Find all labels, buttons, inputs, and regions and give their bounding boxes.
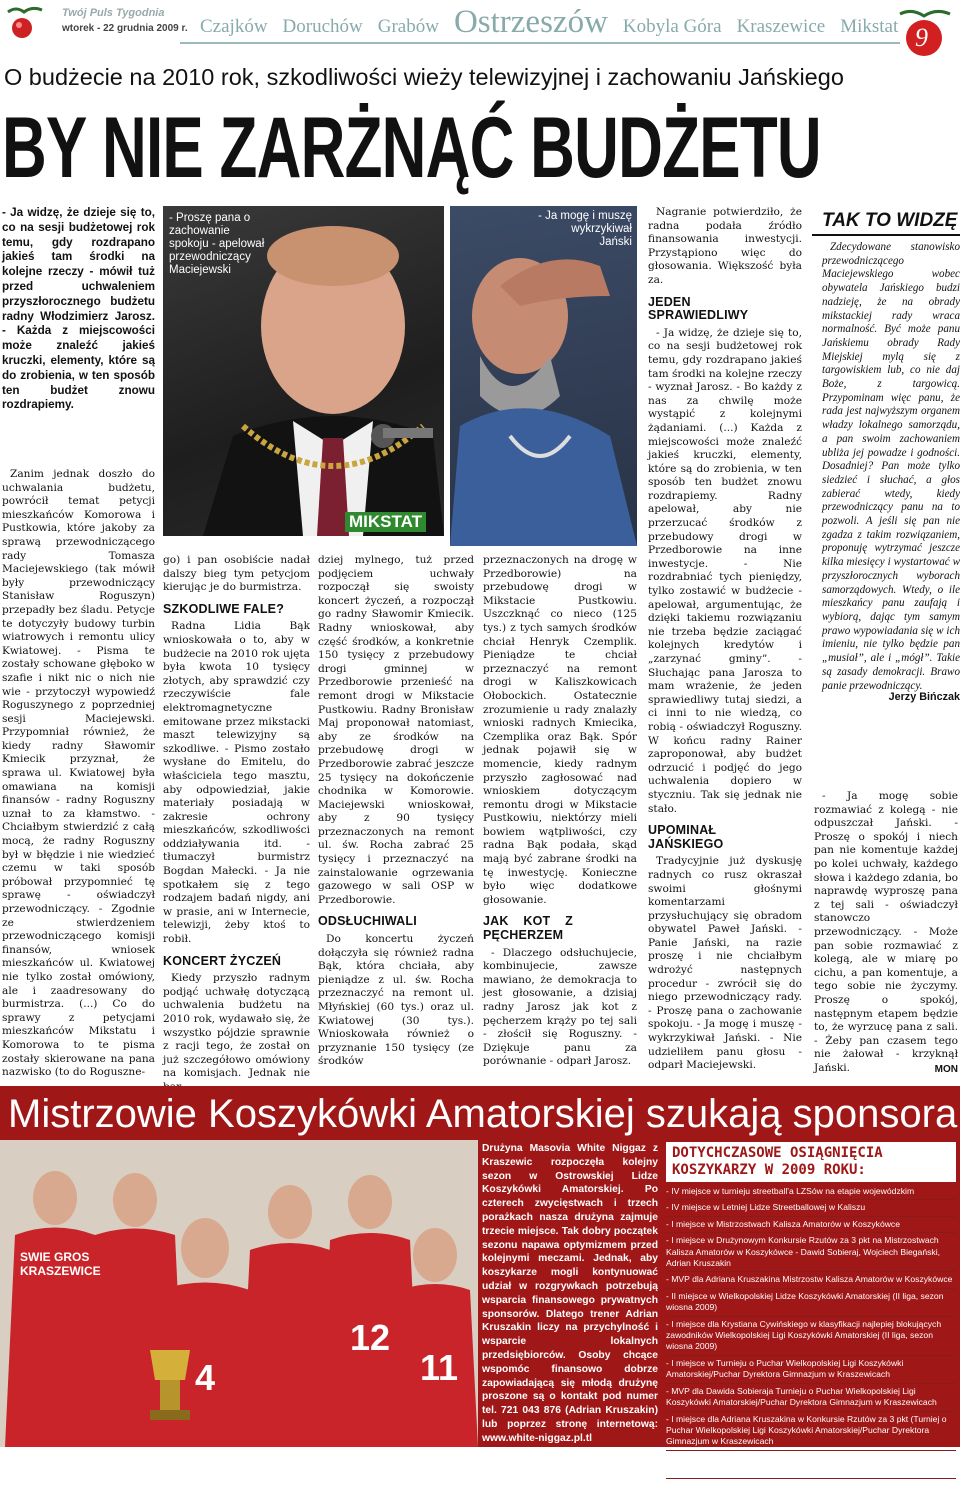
subhead-jak-kot: JAK KOT Z PĘCHERZEM bbox=[483, 914, 573, 943]
achievements-box bbox=[666, 1142, 956, 1505]
achievements-title: DOTYCHCZASOWE OSIĄGNIĘCIA KOSZYKARZY W 2009 ROKU: bbox=[666, 1142, 956, 1182]
subhead-koncert-zyczen: KONCERT ŻYCZEŃ bbox=[163, 953, 282, 968]
ornament-icon bbox=[6, 4, 44, 40]
article-headline: BY NIE ZARŻNĄĆ BUDŻETU bbox=[2, 100, 821, 196]
achievement-item: - IV miejsce w Letniej Lidze Streetballowej w Kaliszu bbox=[666, 1200, 956, 1216]
paper-name: Twój Puls Tygodnia bbox=[62, 7, 165, 19]
town-ostrzeszow: Ostrzeszów bbox=[453, 4, 608, 40]
basketball-section bbox=[0, 1086, 960, 1502]
achievements-list bbox=[666, 1182, 956, 1505]
photo-maciejewski bbox=[163, 206, 444, 536]
town-kraszewice: Kraszewice bbox=[736, 16, 826, 37]
achievement-item: - I miejsce w Drużynowym Konkursie Rzutów za 3 pkt na Mistrzostwach Kalisza Amatorów w Koszykówce - Dawid Sobieraj, Wojciech Biegański, Adrian Kruszakin bbox=[666, 1233, 956, 1272]
col5-text-b: - Ja widzę, że dzieje się to, co na sesji budżetowej rok temu, gdy rozdrapano jakieś tam środki na kolejne rzeczy - wyznał Jarosz. - Bo każdy z nas za chwilę może wystąpić z kolejnymi żądaniami. (...) Każda z miejscowości może znaleźć jakieś kruczki, elementy, które są do zrobienia, w ten sposób ten budżet znowu rozdrapiemy. Radny apelował, aby nie przerzucać środków z przebudowy drogi w Przedborowie na inne inwestycje. - Nie rozdrabniać tych pieniędzy, tylko zostawić w budżecie - apelował, argumentując, że dzięki takiemu rozwiązaniu nie trzeba będzie zaciągać kolejnych kredytów i „zarzynać gminy”. - Słuchając pana Jarosza to mam wrażenie, że jeden sprawiedliwy tutaj siedzi, a ci inni to nie wiedzą, co robią - oświadczył Roguszny. W końcu radny Rainer zaproponował, aby budżet odrzucić i podjęć do jego uchwalenia dopiero w styczniu. Tak się jednak nie stało. bbox=[648, 326, 802, 815]
achievement-item: - MVP dla Adriana Kruszakina Mistrzostw Kalisza Amatorów w Koszykówce bbox=[666, 1272, 956, 1288]
col3-text-b: Do koncertu życzeń dołączyła się również radna Bąk, która chciała, aby pieniądze z ul. św. Rocha przeznaczyć na remont ul. Młyńskiej (60 tys.) oraz ul. Kwiatowej (30 tys.). Wnioskowała również o przyznanie 150 tysięcy (ze środków bbox=[318, 933, 474, 1068]
achievement-item: - Udział w półfinale Turnieju GramyFair w kategorii do 18 lat Summer Edition 2009 bbox=[666, 1451, 956, 1479]
svg-text:4: 4 bbox=[195, 1357, 216, 1398]
article-kicker: O budżecie na 2010 rok, szkodliwości wieży telewizyjnej i zachowaniu Jańskiego bbox=[4, 64, 844, 90]
sidebar-author: Jerzy Bińczak bbox=[888, 691, 960, 704]
article-col-5 bbox=[648, 206, 802, 1073]
location-tag bbox=[345, 512, 426, 532]
achievement-item: - Udział w półfinale Turnieju GramyFair w kategorii do 18 lat Winter Edition 2009 bbox=[666, 1480, 949, 1502]
achievement-item: - I miejsce w Mistrzostwach Kalisza Amatorów w Koszykówce bbox=[666, 1217, 956, 1233]
photo-janski bbox=[450, 206, 637, 546]
col6-text: - Ja mogę sobie rozmawiać z kolegą - nie odpuszczał Jański. - Proszę o spokój i niech pan nie komentuje każdej po kolei uchwały, każdego słowa i każdego zdania, bo naprawdę wyproszę pana z tej sali - oświadczył stanowczo przewodniczący. - Może pan sobie rozmawiać z kolegą, ale w miarę po cichu, a pan komentuje, a tego sobie nie życzymy. Proszę o spokój, następnym etapem będzie to, że wyrzucę pana z sali. - Żeby pan czasem tego nie żałował - krzyknął Jański. bbox=[814, 790, 958, 1074]
basket-headline: Mistrzowie Koszykówki Amatorskiej szukają sponsora bbox=[8, 1092, 958, 1136]
achievement-item: - I miejsce dla Adriana Kruszakina w Konkursie Rzutów za 3 pkt (Turniej o Puchar Wielkopolskiej Ligi Koszykówki Amatorskiej/Puchar Dyrektora Gimnazjum w Kraszewicach bbox=[666, 1412, 956, 1451]
team-photo bbox=[0, 1140, 478, 1447]
article-col-3 bbox=[318, 554, 474, 1069]
photo1-caption: - Proszę pana o zachowanie spokoju - apelował przewodniczący Maciejewski bbox=[169, 212, 265, 276]
article-col-1 bbox=[2, 468, 155, 1080]
page-number-badge bbox=[894, 6, 954, 58]
svg-text:11: 11 bbox=[420, 1347, 459, 1388]
sidebar-title: TAK TO WIDZĘ bbox=[812, 206, 960, 236]
achievement-item: - MVP dla Dawida Sobieraja Turnieju o Puchar Wielkopolskiej Ligi Koszykówki Amatorskiej/Puchar Dyrektora Gimnazjum w Kraszewicach bbox=[666, 1384, 956, 1412]
town-doruchow: Doruchów bbox=[282, 16, 363, 37]
article-lead: - Ja widzę, że dzieje się to, co na sesji budżetowej rok temu, gdy rozdrapano jakieś tam środki na kolejne rzeczy - mówił tuż przed uchwaleniem przyszłorocznego budżetu radny Włodzimierz Jarosz. - Każda z miejscowości może znaleźć jakieś kruczki, elementy, które są do zrobienia, w ten sposób ten budżet znowu rozdrapiemy. bbox=[2, 206, 155, 412]
masthead-rule bbox=[180, 42, 900, 44]
col5-text-c: Tradycyjnie już dyskusję radnych co rusz okraszał swoimi głośnymi komentarzami przysłuchujący się obradom obywatel Paweł Jański. - Panie Jański, na razie proszę i nie chciałbym wdrożyć następnych procedur - zwrócił się do niego przewodniczący rady. - Proszę pana o zachowanie spokoju. - Ja mogę i muszę - wykrzykiwał Jański. - Nie udzieliłem panu głosu - odparł Maciejewski. bbox=[648, 855, 802, 1072]
sidebar-text: Zdecydowane stanowisko przewodniczącego Maciejewskiego wobec obywatela Jańskiego budzi nadzieję, że na obrady mikstackiej rady wraca normalność. Być może panu Jańskiemu obrady Rady Miejskiej mylą się z targowiskiem lub, co nie daj Boże, z targowicą. Przypominam więc panu, że rada jest najwyższym organem władzy lokalnego samorządu, a pan swoim zachowaniem ubliża jej powadze i godności. Dosadniej? Pan może tylko siedzieć i słuchać, a głos zabierać wtedy, kiedy przewodniczący panu na to pozwoli. A jeśli się pan nie zgadza z takim rozwiązaniem, proponuję wytrzymać jeszcze kilka miesięcy i wystartować w przyszłorocznych wyborach samorządowych. Wtedy, o ile mieszkańcy panu zaufają i wybiorą, dając tym samym prawo wypowiadania się w ich imieniu, nie tylko będzie pan „musiał”, ale i „mógł”. Takie są zasady demokracji. Brawo panie przewodniczący. bbox=[822, 241, 960, 692]
achievement-item: - IV miejsce w turnieju streetball'a LZSów na etapie wojewódzkim bbox=[666, 1184, 956, 1200]
col4-text-a: przeznaczonych na drogę w Przedborowie) na przebudowę drogi w Mikstacie Pustkowiu. Uszczknąć co nieco (125 tys.) z tych samych środków chciał Henryk Czemplik. Pieniądze te chciał przeznaczyć na remont drogi w Kaliszkowicach Ołobockich. Ostatecznie zrozumienie u rady znalazły wnioski radnych Kmiecika, Czemplika oraz Bąk. Spór jednak pojawił się w momencie, kiedy radnym przyszło zagłosować nad wnioskiem dotyczącym remontu drogi w Mikstacie Pustkowiu, niektórzy mieli bowiem wątpliwości, czy radna Bąk podała, skąd mają być zabrane środki na tę inwestycję. Konieczne było więc dodatkowe głosowanie. bbox=[483, 554, 637, 906]
town-grabow: Grabów bbox=[377, 16, 439, 37]
town-nav bbox=[200, 6, 898, 38]
col2-text-c: Kiedy przyszło radnym podjąć uchwałę dotyczącą uchwalenia budżetu na 2010 rok, wydawało się, że wszystko pójdzie sprawnie z racji tego, że został on już szczegółowo omówiony na komisjach. Jednak nie bbox=[163, 972, 310, 1080]
col3-text-a: dziej mylnego, tuż przed podjęciem uchwały rozpoczął się swoisty koncert życzeń, a rozpoczął go radny Sławomir Kmiecik. Radny wnioskował, aby część środków, a konkretnie 150 tysięcy z przebudowy drogi gminnej w Przedborowie przenieść na remont drogi w Mikstacie Pustkowiu. Radny Bronisław Maj proponował natomiast, aby ze środków na przebudowę drogi w Przedborowie zabrać jeszcze 25 tysięcy na dokończenie chodnika w Komorowie. Maciejewski wnioskował, aby z 90 tysięcy przeznaczonych na remont ul. św. Rocha zabrać 25 tysięcy i przeznaczyć na zainstalowanie ogrzewania gazowego w sali OSP w Przedborowie. bbox=[318, 554, 474, 906]
svg-text:12: 12 bbox=[350, 1317, 391, 1358]
col2-text-a: go) i pan osobiście nadał dalszy bieg tym petycjom kierując je do burmistrza. bbox=[163, 554, 310, 594]
issue-date: wtorek - 22 grudnia 2009 r. bbox=[62, 23, 188, 34]
achievement-item: - I miejsce dla Krystiana Cywińskiego w klasyfikacji najlepiej blokujących zawodników Wielkopolskiej Ligi Koszykówki Amatorskiej (II liga, sezon wiosna 2009) bbox=[666, 1317, 956, 1356]
subhead-upominal: UPOMINAŁ JAŃSKIEGO bbox=[648, 823, 724, 851]
jersey-text: SWIE GROS KRASZEWICE bbox=[20, 1250, 101, 1278]
subhead-jeden-sprawiedliwy: JEDEN SPRAWIEDLIWY bbox=[648, 294, 749, 323]
subhead-odsluchiwali: ODSŁUCHIWALI bbox=[318, 914, 417, 929]
col2-text-b: Radna Lidia Bąk wnioskowała o to, aby w budżecie na 2010 rok ujęta była kwota 10 tysięcy złotych, aby sprawdzić czy rzeczywiście fale elektromagnetyczne emitowane przez mikstacki maszt telewizyjny są szkodliwe. - Pismo zostało wysłane do Emitelu, do właściciela tego masztu, aby odpowiedział, jakie materiały posiadają w zakresie ochrony mieszkańców, szkodliwości oddziaływania itd. - tłumaczył burmistrz Bogdan Małecki. - Ja nie spotkałem się z tego rodzajem badań nigdy, ani w prasie, ani w Internecie, telewizji, żeby ktoś to robił. bbox=[163, 620, 310, 946]
article-col-6 bbox=[814, 790, 958, 1077]
town-mikstat: Mikstat bbox=[840, 16, 899, 37]
masthead bbox=[0, 0, 960, 52]
page-number: 9 bbox=[915, 23, 928, 52]
subhead-szkodliwe-fale: SZKODLIWE FALE? bbox=[163, 601, 285, 616]
sidebar-tak-to-widze bbox=[812, 206, 960, 776]
town-czajkow: Czajków bbox=[200, 16, 268, 37]
article-col-4 bbox=[483, 554, 637, 1069]
achievement-item: - I miejsce w Turnieju o Puchar Wielkopolskiej Ligi Koszykówki Amatorskiej/Puchar Dyrektora Gimnazjum w Kraszewicach bbox=[666, 1356, 956, 1384]
basket-body: Drużyna Masovia White Niggaz z Kraszewic rozpoczęła kolejny sezon w Ostrowskiej Lidze Koszykówki Amatorskiej. Po czterech zwycięstwach i trzech porażkach nasza drużyna zajmuje trzecie miejsce. Tak dobry początek sezonu napawa optymizmem przed kolejnymi meczami. Jednak, aby koszykarze mogli kontynuować udział w rozgrywkach potrzebują wsparcia finansowego prywatnych sponsorów. Dlatego trener Adrian Kruszakin liczy na przychylność i wsparcie lokalnych przedsiębiorców. Osoby chcące wspomóc finansowo dobrze zapowiadającą się młodą drużynę proszone są o kontakt pod numer tel. 721 043 876 (Adrian Kruszakin) lub poprzez stronę internetową: www.white-niggaz.pl.tl bbox=[482, 1143, 658, 1444]
location-tag-text: MIKSTAT bbox=[349, 512, 423, 531]
col4-text-b: - Dlaczego odsłuchujecie, kombinujecie, zawsze mawiano, że demokracja to jest głosowanie, a dzisiaj radny Jarosz jak kot z pęcherzem krąży po tej sali - złościł się Roguszny. - Dziękuje panu za porównanie - odparł Jarosz. bbox=[483, 946, 637, 1068]
author-sign: MON bbox=[934, 1064, 958, 1076]
col5-text-a: Nagranie potwierdziło, że radna podała źródło finansowania inwestycji. Przystąpiono więc do głosowania. Większość była za. bbox=[648, 206, 802, 286]
town-kobyla-gora: Kobyla Góra bbox=[622, 16, 722, 37]
article-col-2 bbox=[163, 554, 310, 1095]
achievement-item: - II miejsce w Wielkopolskiej Lidze Koszykówki Amatorskiej (II liga, sezon wiosna 2009) bbox=[666, 1289, 956, 1317]
photo2-caption: - Ja mogę i muszę wykrzykiwał Jański bbox=[538, 210, 632, 248]
col1-text: Zanim jednak doszło do uchwalania budżetu, powrócił temat petycji mieszkańców Komorowa i Pustkowia, które jakoby za sprawą przewodniczącego rady Tomasza Maciejewskiego (tak mówił były przewodniczący Stanisław Roguszyn) przepadły bez śladu. Petycje te dotyczyły budowy turbin wiatrowych i remontu ulicy Kwiatowej. - Pisma te zostały schowane głęboko w szafie i nikt nic o nich nie wie - przytoczył wypowiedź Roguszynego z poprzedniej sesji Maciejewski. Przypomniał również, że kiedy radny Sławomir Kmiecik przyznał, że sprawa ul. Kwiatowej była omawiana na komisji finansów - radny Roguszny uznał to za kłamstwo. - Chciałbym stwierdzić z całą mocą, że radny Roguszny był w błędzie i nie wiedzieć czemu w taki sposób próbował przypomnieć tę sprawę - oświadczył przewodniczący. - Zgodnie ze stwierdzeniem przewodniczącego komisji finansów, wniosek mieszkańców ul. Kwiatowej nie tylko został omówiony, ale i zaadresowany do burmistrza. (...) Co do sprawy z petycjami mieszkańców Mikstatu i Komorowa to te pisma zostały skierowane na pana nazwisko (to do Roguszne- bbox=[2, 468, 155, 1079]
